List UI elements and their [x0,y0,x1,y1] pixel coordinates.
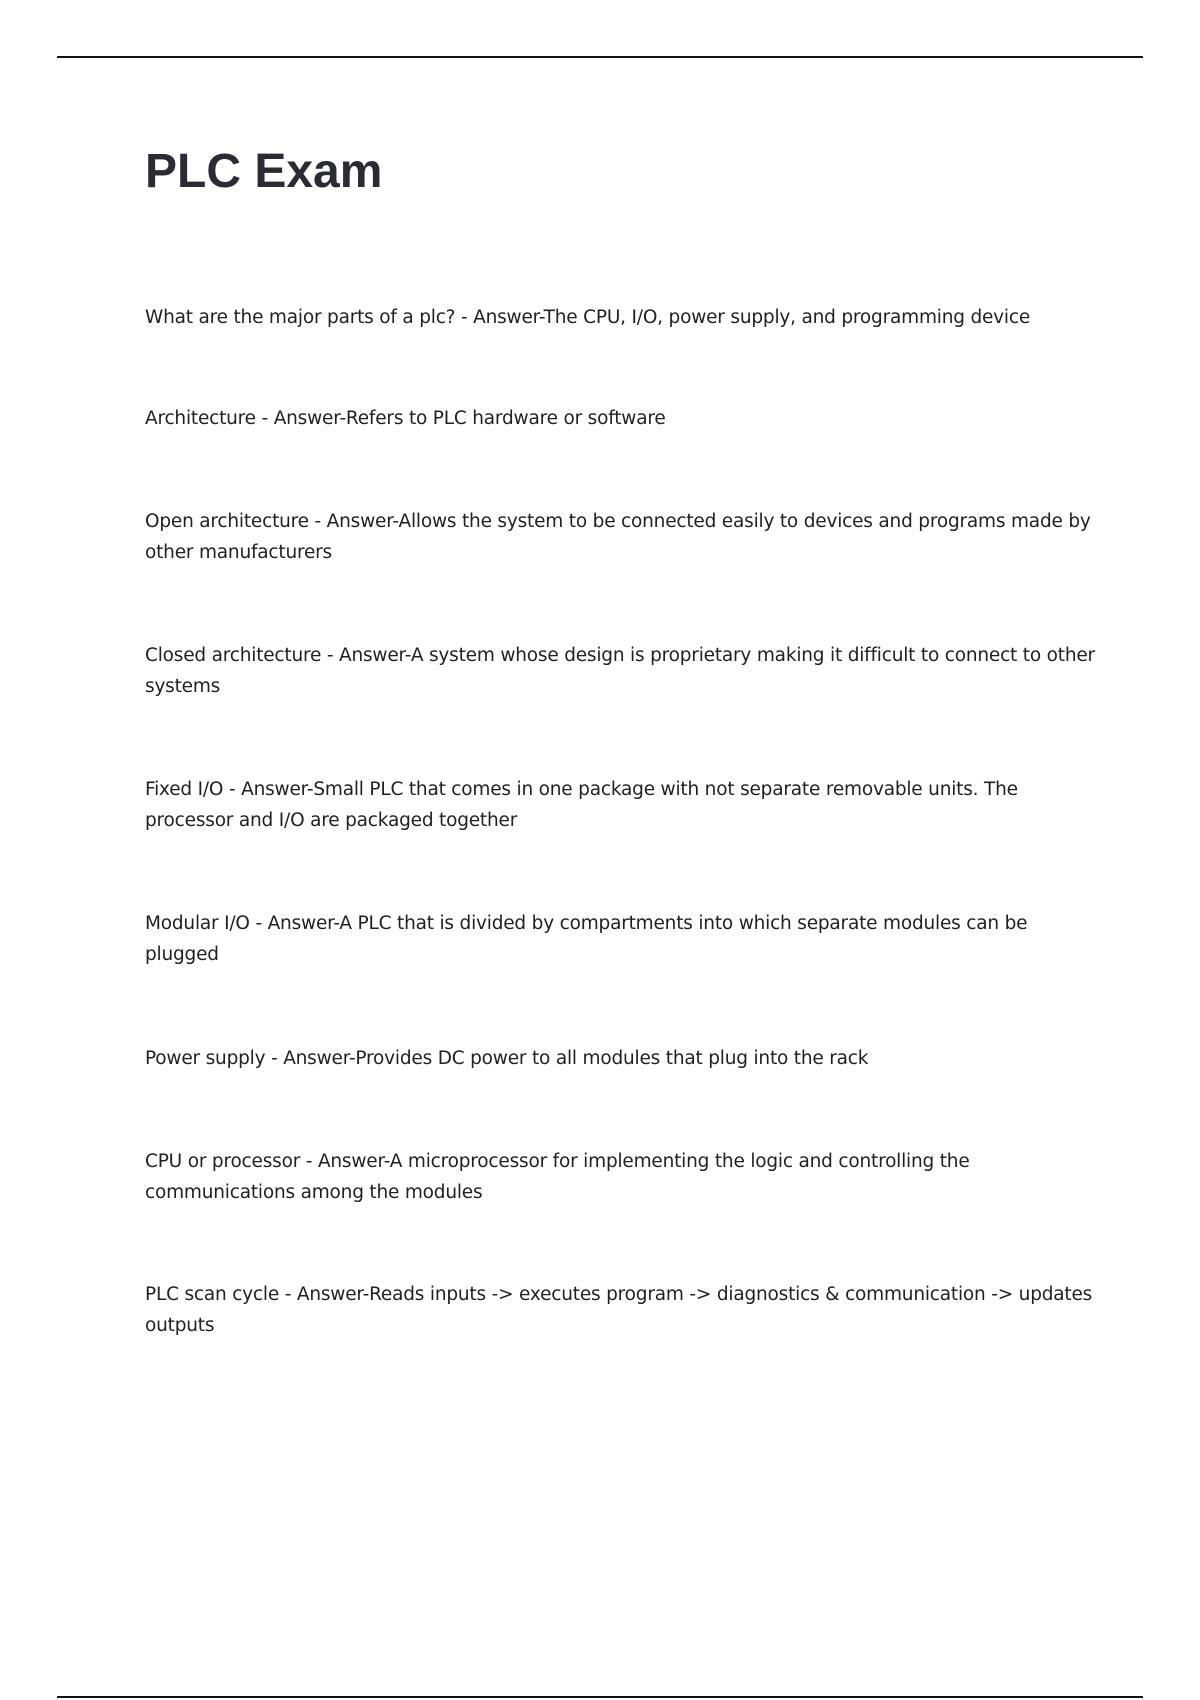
qa-entry: PLC scan cycle - Answer-Reads inputs -> executes program -> diagnostics & communication -> updates outputs [145,1284,1093,1336]
qa-entry: Modular I/O - Answer-A PLC that is divided by compartments into which separate modules can be plugged [145,913,1028,965]
qa-entry: CPU or processor - Answer-A microprocessor for implementing the logic and controlling the communications among the modules [145,1151,970,1203]
qa-entry: Power supply - Answer-Provides DC power to all modules that plug into the rack [145,1048,869,1069]
qa-entry: Architecture - Answer-Refers to PLC hardware or software [145,408,666,429]
qa-entry: Fixed I/O - Answer-Small PLC that comes in one package with not separate removable units. The processor and I/O are packaged together [145,779,1018,831]
page-title: PLC Exam [145,145,383,198]
qa-entry: Open architecture - Answer-Allows the system to be connected easily to devices and programs made by other manufacturers [145,511,1091,563]
bottom-divider [57,1696,1143,1698]
qa-entry: What are the major parts of a plc? - Answer-The CPU, I/O, power supply, and programming device [145,307,1031,328]
qa-entry: Closed architecture - Answer-A system whose design is proprietary making it difficult to connect to other systems [145,645,1095,697]
top-divider [57,56,1143,58]
